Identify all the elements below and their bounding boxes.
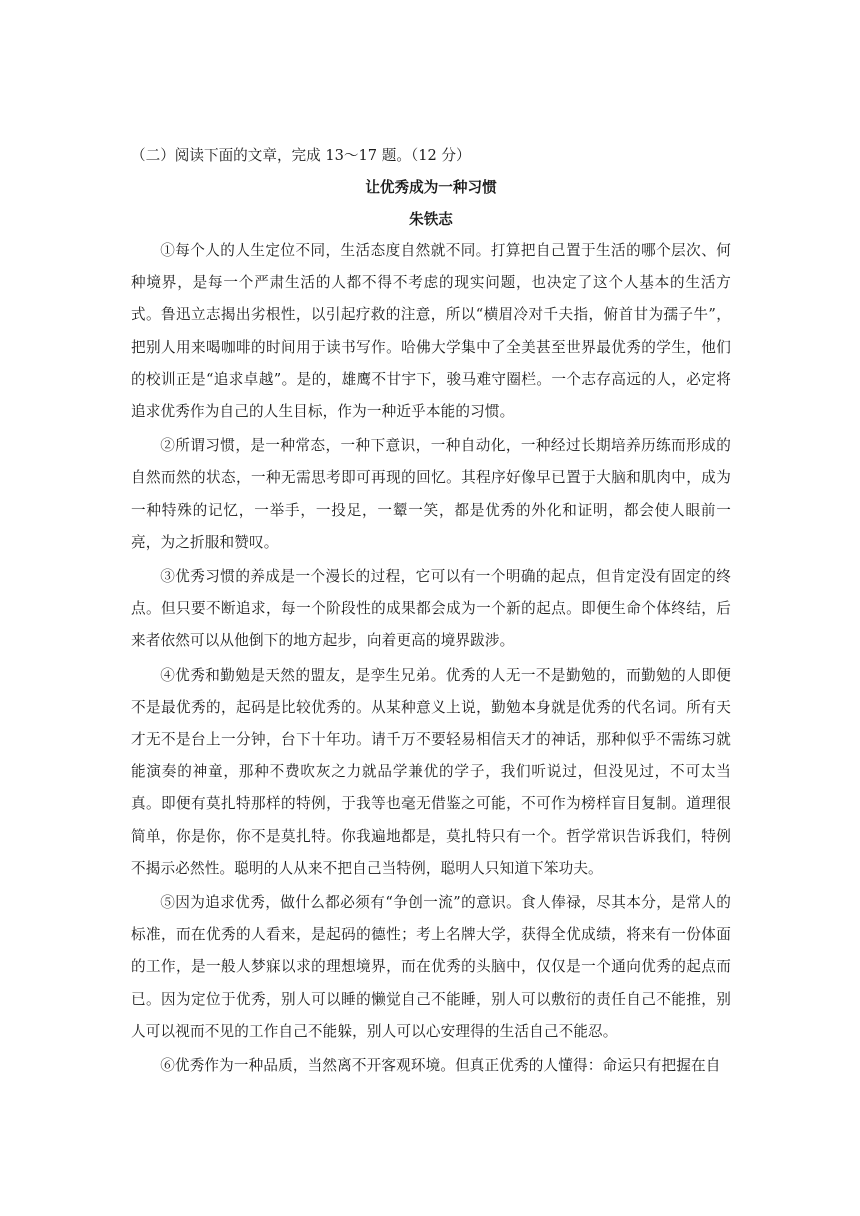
paragraph-3: ③优秀习惯的养成是一个漫长的过程，它可以有一个明确的起点，但肯定没有固定的终点。但只要不断追求，每一个阶段性的成果都会成为一个新的起点。即便生命个体终结，后来者依然可以从他倒下的地方起步，向着更高的境界跋涉。 [131,568,731,650]
section-heading: （二）阅读下面的文章，完成 13～17 题。（12 分） [131,147,471,164]
paragraph-6: ⑥优秀作为一种品质，当然离不开客观环境。但真正优秀的人懂得：命运只有把握在自 [160,1057,721,1075]
paragraph-2: ②所谓习惯，是一种常态，一种下意识，一种自动化，一种经过长期培养历练而形成的自然而然的状态，一种无需思考即可再现的回忆。其程序好像早已置于大脑和肌肉中，成为一种特殊的记忆，一举手，一投足，一颦一笑，都是优秀的外化和证明，都会使人眼前一亮，为之折服和赞叹。 [131,437,731,551]
article-title: 让优秀成为一种习惯 [365,179,497,196]
paragraph-1: ①每个人的人生定位不同，生活态度自然就不同。打算把自己置于生活的哪个层次、何种境界，是每一个严肃生活的人都不得不考虑的现实问题，也决定了这个人基本的生活方式。鲁迅立志揭出劣根性，以引起疗救的注意，所以“横眉冷对千夫指，俯首甘为孺子牛”，把别人用来喝咖啡的时间用于读书写作。哈佛大学集中了全美甚至世界最优秀的学生，他们的校训正是“追求卓越”。是的，雄鹰不甘宇下，骏马难守圈栏。一个志存高远的人，必定将追求优秀作为自己的人生目标，作为一种近乎本能的习惯。 [131,242,731,421]
paragraph-5: ⑤因为追求优秀，做什么都必须有“争创一流”的意识。食人俸禄，尽其本分，是常人的标准，而在优秀的人看来，是起码的德性；考上名牌大学，获得全优成绩，将来有一份体面的工作，是一般人梦寐以求的理想境界，而在优秀的头脑中，仅仅是一个通向优秀的起点而已。因为定位于优秀，别人可以睡的懒觉自己不能睡，别人可以敷衍的责任自己不能推，别人可以视而不见的工作自己不能躲，别人可以心安理得的生活自己不能忍。 [131,894,731,1040]
paragraph-4: ④优秀和勤勉是天然的盟友，是孪生兄弟。优秀的人无一不是勤勉的，而勤勉的人即便不是最优秀的，起码是比较优秀的。从某种意义上说，勤勉本身就是优秀的代名词。所有天才无不是台上一分钟，台下十年功。请千万不要轻易相信天才的神话，那种似乎不需练习就能演奏的神童，那种不费吹灰之力就品学兼优的学子，我们听说过，但没见过，不可太当真。即便有莫扎特那样的特例，于我等也毫无借鉴之可能，不可作为榜样盲目复制。道理很简单，你是你，你不是莫扎特。你我遍地都是，莫扎特只有一个。哲学常识告诉我们，特例不揭示必然性。聪明的人从来不把自己当特例，聪明人只知道下笨功夫。 [131,666,731,877]
article-author: 朱铁志 [409,211,453,228]
document-page [131,140,731,1084]
